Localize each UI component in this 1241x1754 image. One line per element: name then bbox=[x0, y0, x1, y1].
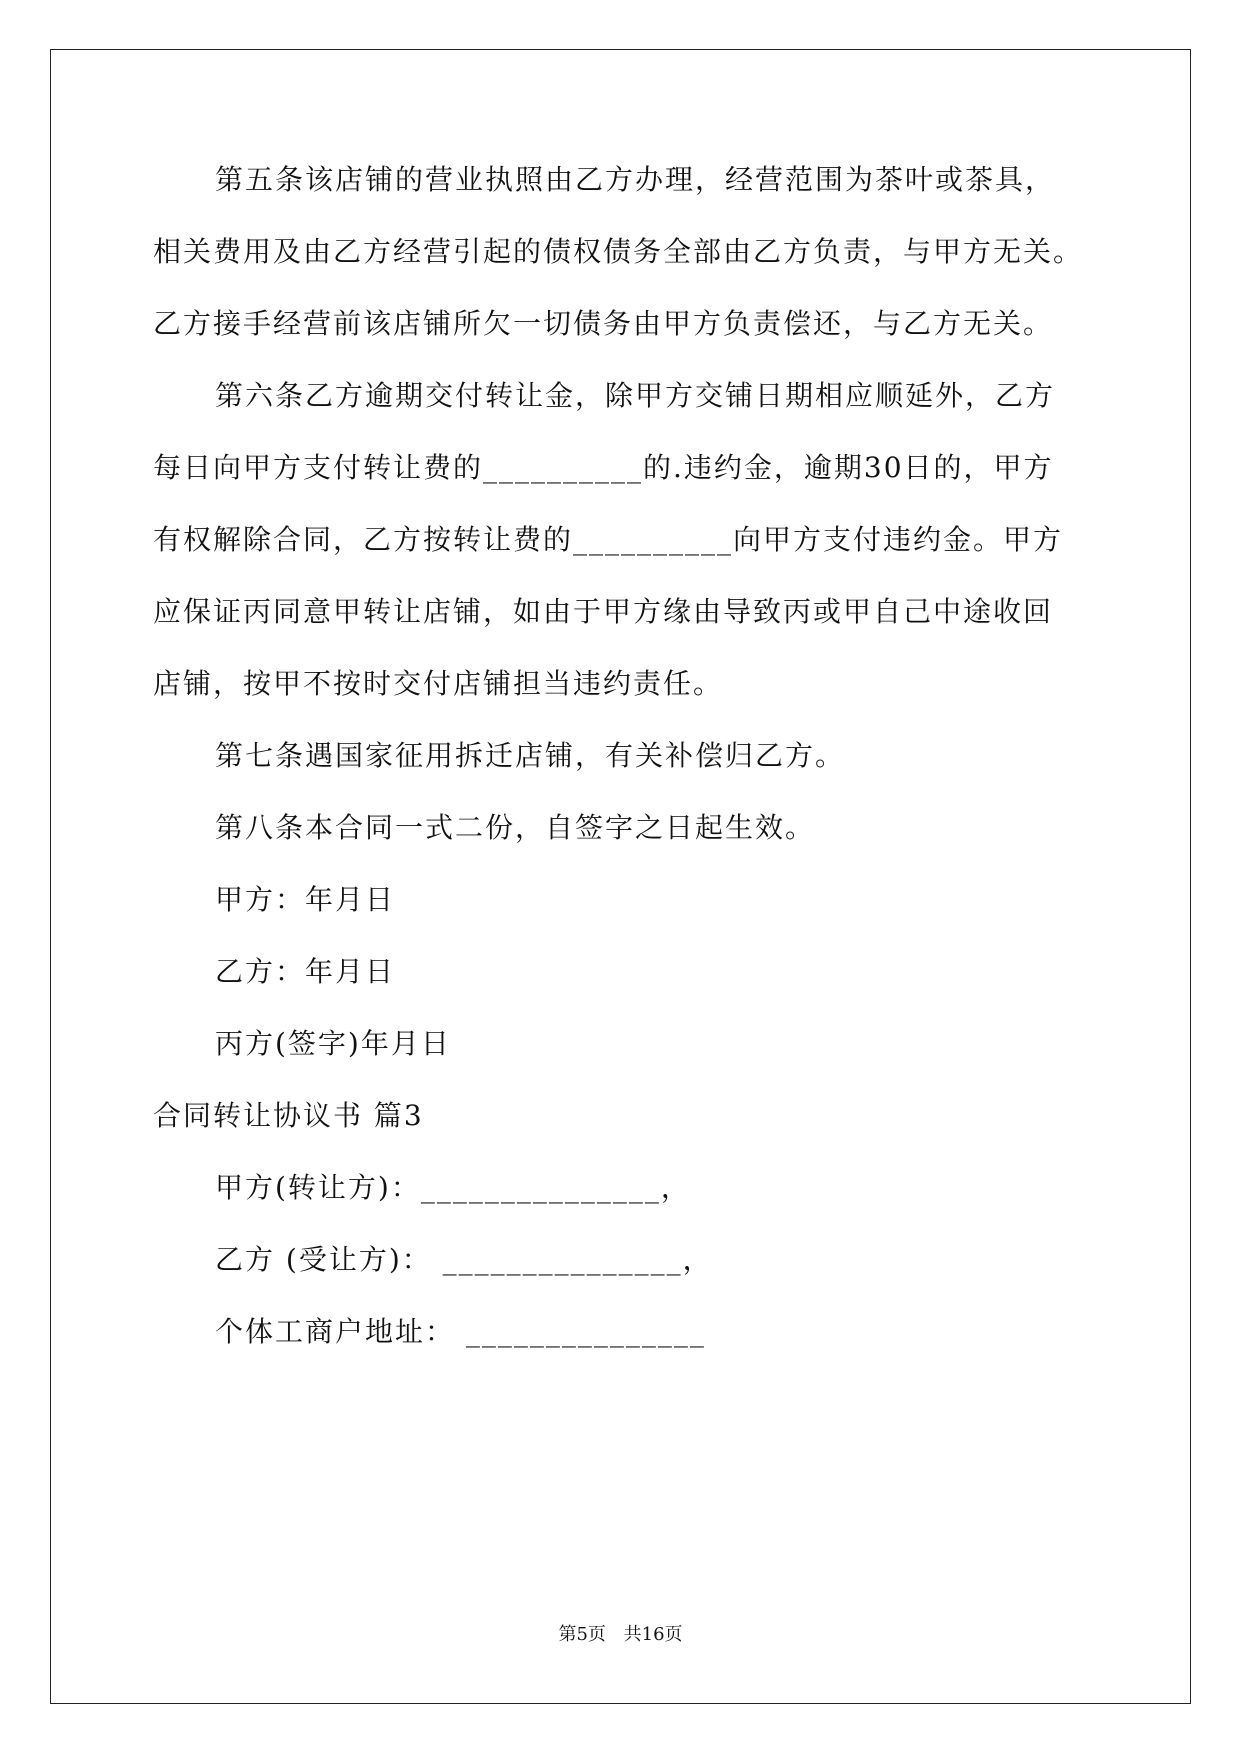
page-number: 第5页 bbox=[558, 1624, 606, 1645]
signature-line-party-a: 甲方：年月日 bbox=[215, 883, 396, 916]
paragraph-line: 乙方接手经营前该店铺所欠一切债务由甲方负责偿还，与乙方无关。 bbox=[153, 307, 1054, 340]
page-footer bbox=[0, 1620, 1241, 1646]
paragraph-line: 店铺，按甲不按时交付店铺担当违约责任。 bbox=[153, 667, 724, 700]
paragraph-line: 第五条该店铺的营业执照由乙方办理，经营范围为茶叶或茶具， bbox=[215, 163, 1056, 196]
paragraph-line: 第六条乙方逾期交付转让金，除甲方交铺日期相应顺延外，乙方 bbox=[215, 379, 1056, 412]
paragraph-line: 每日向甲方支付转让费的__________的.违约金，逾期30日的，甲方 bbox=[153, 451, 1054, 484]
signature-line-party-b: 乙方：年月日 bbox=[215, 955, 396, 988]
section-heading: 合同转让协议书 篇3 bbox=[153, 1099, 424, 1132]
form-line-transferor: 甲方(转让方)：_______________， bbox=[215, 1171, 691, 1204]
paragraph-line: 应保证丙同意甲转让店铺，如由于甲方缘由导致丙或甲自己中途收回 bbox=[153, 595, 1054, 628]
signature-line-party-c: 丙方(签字)年月日 bbox=[215, 1027, 451, 1060]
page-total: 共16页 bbox=[623, 1624, 683, 1645]
page-border bbox=[50, 49, 1191, 1704]
paragraph-line: 第八条本合同一式二份，自签字之日起生效。 bbox=[215, 811, 816, 844]
paragraph-line: 相关费用及由乙方经营引起的债权债务全部由乙方负责，与甲方无关。 bbox=[153, 235, 1084, 268]
form-line-address: 个体工商户地址： _______________ bbox=[215, 1315, 706, 1348]
form-line-transferee: 乙方 (受让方)： _______________， bbox=[215, 1243, 713, 1276]
paragraph-line: 有权解除合同，乙方按转让费的__________向甲方支付违约金。甲方 bbox=[153, 523, 1064, 556]
paragraph-line: 第七条遇国家征用拆迁店铺，有关补偿归乙方。 bbox=[215, 739, 846, 772]
